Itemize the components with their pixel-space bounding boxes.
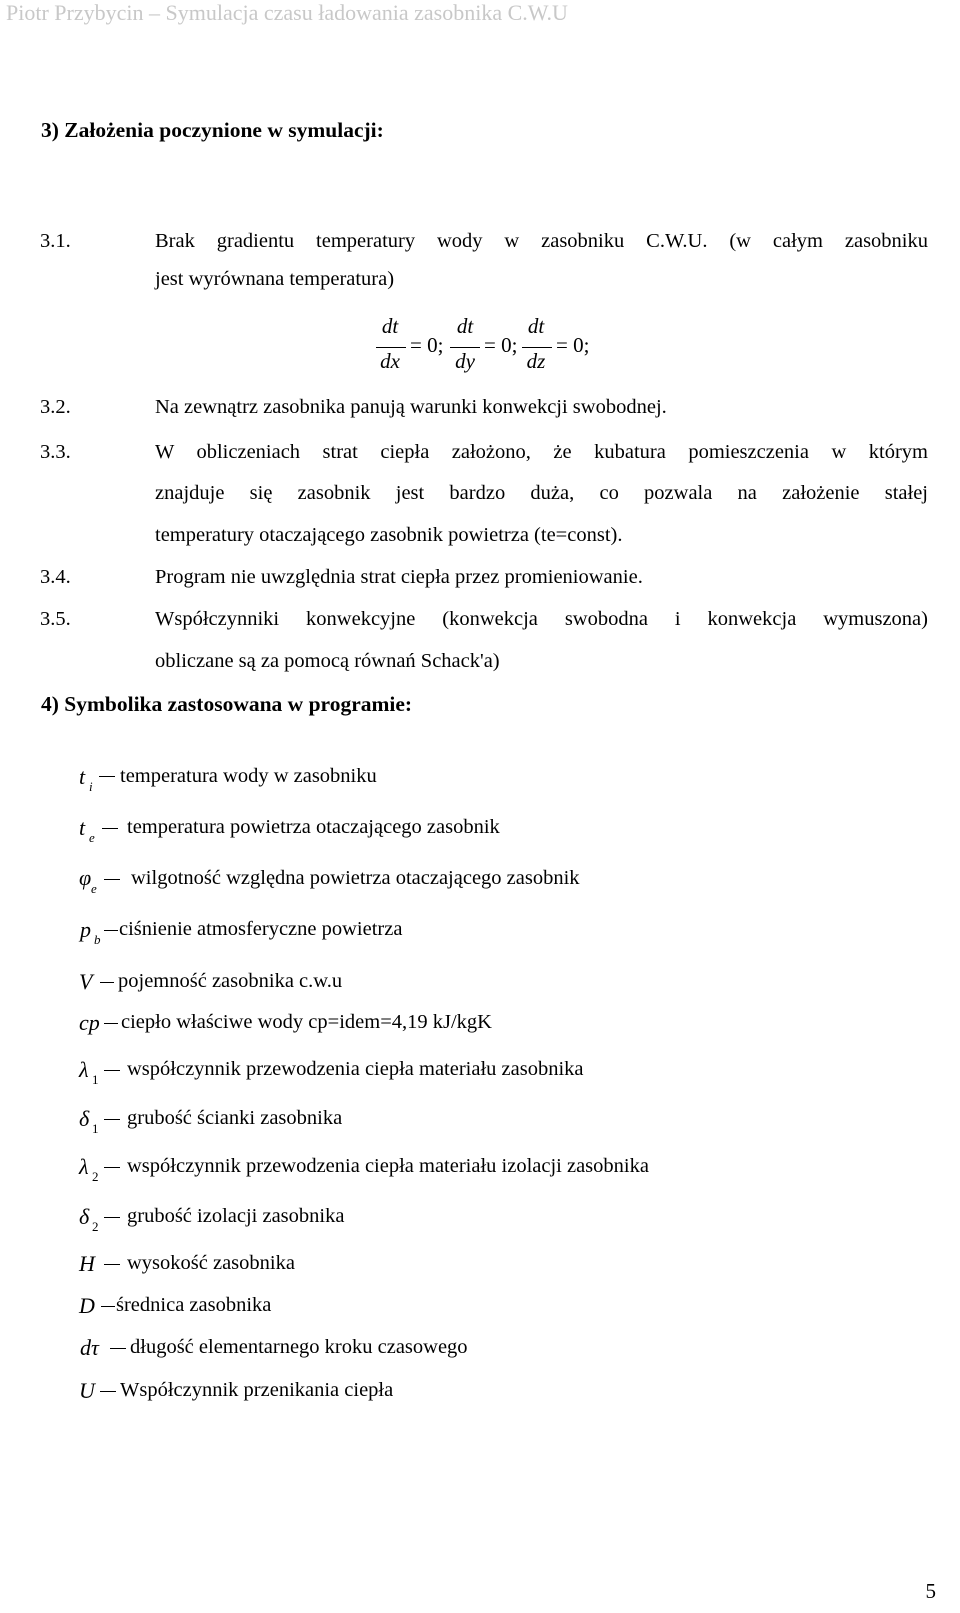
definition-dash (110, 1348, 126, 1349)
equation-equals-zero: = 0; (410, 333, 444, 357)
page-number: 5 (925, 1579, 936, 1603)
definition-dash (104, 1264, 120, 1265)
symbol-h: H (79, 1251, 95, 1276)
item-number-3-1: 3.1. (40, 230, 71, 252)
definition-t-e: temperatura powietrza otaczającego zasobnik (127, 816, 500, 838)
definition-dash (102, 828, 118, 829)
definition-t-i: temperatura wody w zasobniku (120, 765, 377, 787)
definition-delta-2: grubość izolacji zasobnika (127, 1205, 345, 1227)
section-4-heading: 4) Symbolika zastosowana w programie: (41, 692, 413, 716)
symbol-lambda: λ (79, 1057, 89, 1082)
item-3-1-line-2: jest wyrównana temperatura) (155, 268, 395, 290)
fraction-bar (376, 347, 406, 348)
symbol-delta: δ (79, 1204, 90, 1229)
item-3-2-line-1: Na zewnątrz zasobnika panują warunki konwekcji swobodnej. (155, 396, 667, 418)
symbol-subscript: 2 (92, 1219, 99, 1234)
fraction-numerator: dt (527, 314, 545, 338)
definition-dash (104, 930, 118, 931)
symbol-d: D (79, 1293, 95, 1318)
symbol-delta: δ (79, 1106, 90, 1131)
definition-u: Współczynnik przenikania ciepła (120, 1379, 394, 1401)
fraction-bar (450, 347, 480, 348)
definition-cp: ciepło właściwe wody cp=idem=4,19 kJ/kgK (121, 1011, 492, 1033)
item-3-3-line-1: W obliczeniach strat ciepła założono, że kubatura pomieszczenia w którym (155, 441, 928, 463)
item-3-3-line-3: temperatury otaczającego zasobnik powietrza (te=const). (155, 524, 623, 546)
item-number-3-3: 3.3. (40, 441, 71, 463)
symbol-subscript: 1 (92, 1121, 99, 1136)
symbol-t: t (79, 815, 86, 840)
symbol-subscript: e (89, 830, 95, 845)
symbol-phi: φ (79, 865, 92, 890)
equation-equals-zero: = 0; (484, 333, 518, 357)
item-number-3-2: 3.2. (40, 396, 71, 418)
symbol-subscript: 1 (92, 1072, 99, 1087)
symbol-dtau: dτ (80, 1335, 99, 1360)
item-3-1-line-1: Brak gradientu temperatury wody w zasobniku C.W.U. (w całym zasobniku (155, 230, 928, 252)
item-number-3-4: 3.4. (40, 566, 71, 588)
definition-dash (104, 879, 120, 880)
symbol-lambda: λ (79, 1154, 89, 1179)
running-header: Piotr Przybycin – Symulacja czasu ładowania zasobnika C.W.U (6, 0, 568, 25)
symbol-u: U (79, 1378, 95, 1403)
definition-h: wysokość zasobnika (127, 1252, 295, 1274)
definition-delta-1: grubość ścianki zasobnika (127, 1107, 343, 1129)
fraction-bar (522, 347, 552, 348)
definition-p-b: ciśnienie atmosferyczne powietrza (119, 918, 403, 940)
definition-d: średnica zasobnika (116, 1294, 272, 1316)
symbol-subscript: e (91, 881, 97, 896)
item-number-3-5: 3.5. (40, 608, 71, 630)
definition-dash (104, 1023, 118, 1024)
definition-dash (104, 1217, 120, 1218)
item-3-4-line-1: Program nie uwzględnia strat ciepła przez promieniowanie. (155, 566, 643, 588)
symbol-subscript: b (94, 932, 101, 947)
definition-dash (104, 1070, 120, 1071)
symbol-subscript: 2 (92, 1169, 99, 1184)
symbol-t: t (79, 764, 86, 789)
definition-lambda-1: współczynnik przewodzenia ciepła materiału zasobnika (127, 1058, 584, 1080)
item-3-3-line-2: znajduje się zasobnik jest bardzo duża, co pozwala na założenie stałej (155, 482, 928, 504)
fraction-numerator: dt (381, 314, 399, 338)
definition-lambda-2: współczynnik przewodzenia ciepła materiału izolacji zasobnika (127, 1155, 649, 1177)
item-3-5-line-1: Współczynniki konwekcyjne (konwekcja swobodna i konwekcja wymuszona) (155, 608, 928, 630)
equation-equals-zero: = 0; (556, 333, 590, 357)
symbol-cp: cp (79, 1010, 100, 1035)
definition-dash (100, 982, 114, 983)
definition-dash (104, 1119, 120, 1120)
fraction-denominator: dx (380, 349, 400, 373)
item-3-5-line-2: obliczane są za pomocą równań Schack'a) (155, 650, 500, 672)
definition-dash (101, 1306, 115, 1307)
definition-dtau: długość elementarnego kroku czasowego (130, 1336, 468, 1358)
symbol-v: V (79, 969, 93, 994)
definition-phi-e: wilgotność względna powietrza otaczającego zasobnik (131, 867, 580, 889)
fraction-denominator: dz (526, 349, 546, 373)
fraction-numerator: dt (456, 314, 474, 338)
definition-dash (100, 1391, 116, 1392)
fraction-denominator: dy (455, 349, 475, 373)
definition-dash (99, 776, 115, 777)
symbol-p: p (80, 917, 91, 942)
definition-dash (104, 1167, 120, 1168)
symbol-subscript: i (89, 779, 93, 794)
section-3-heading: 3) Założenia poczynione w symulacji: (41, 118, 384, 142)
definition-v: pojemność zasobnika c.w.u (118, 970, 343, 992)
gradient-equation (376, 314, 616, 380)
